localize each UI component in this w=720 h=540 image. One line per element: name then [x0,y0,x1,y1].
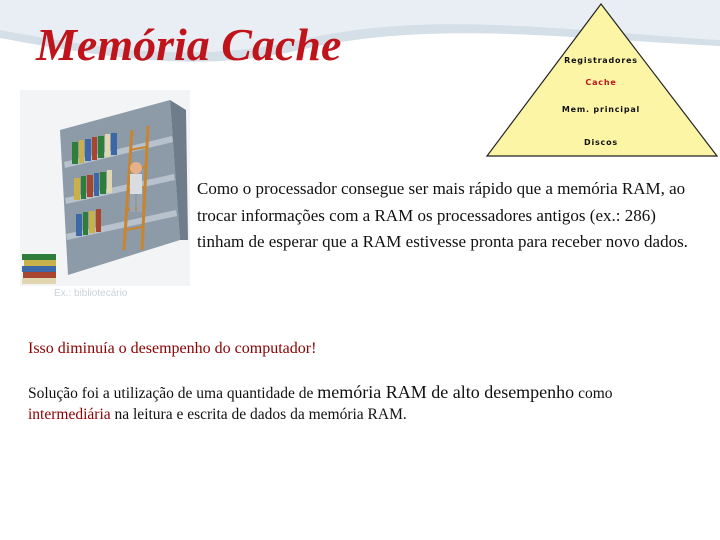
solution-text-1: Solução foi a utilização de uma quantidade de [28,385,318,402]
illustration-caption: Ex.: bibliotecário [54,288,128,299]
main-paragraph: Como o processador consegue ser mais rápido que a memória RAM, ao trocar informações com a RAM os processadores antigos (ex.: 286) tinham de esperar que a RAM estivesse pronta para receber novo dados. [197,179,688,251]
pyramid-level-cache: Cache [585,78,617,87]
page-title: Memória Cache [36,19,342,70]
performance-note: Isso diminuía o desempenho do computador! [28,340,317,357]
pyramid-level-discos: Discos [584,138,618,147]
pyramid-level-mem-principal: Mem. principal [561,105,641,114]
pyramid-level-registradores: Registradores [564,56,638,65]
solution-emphasis: memória RAM de alto desempenho [317,382,575,402]
solution-text-3: na leitura e escrita de dados da memória RAM. [110,406,407,423]
bookshelf-illustration [20,90,190,286]
solution-highlight: intermediária [28,406,111,423]
solution-text-2: como [574,385,613,402]
memory-hierarchy-pyramid [484,2,720,158]
solution-paragraph [28,382,698,425]
